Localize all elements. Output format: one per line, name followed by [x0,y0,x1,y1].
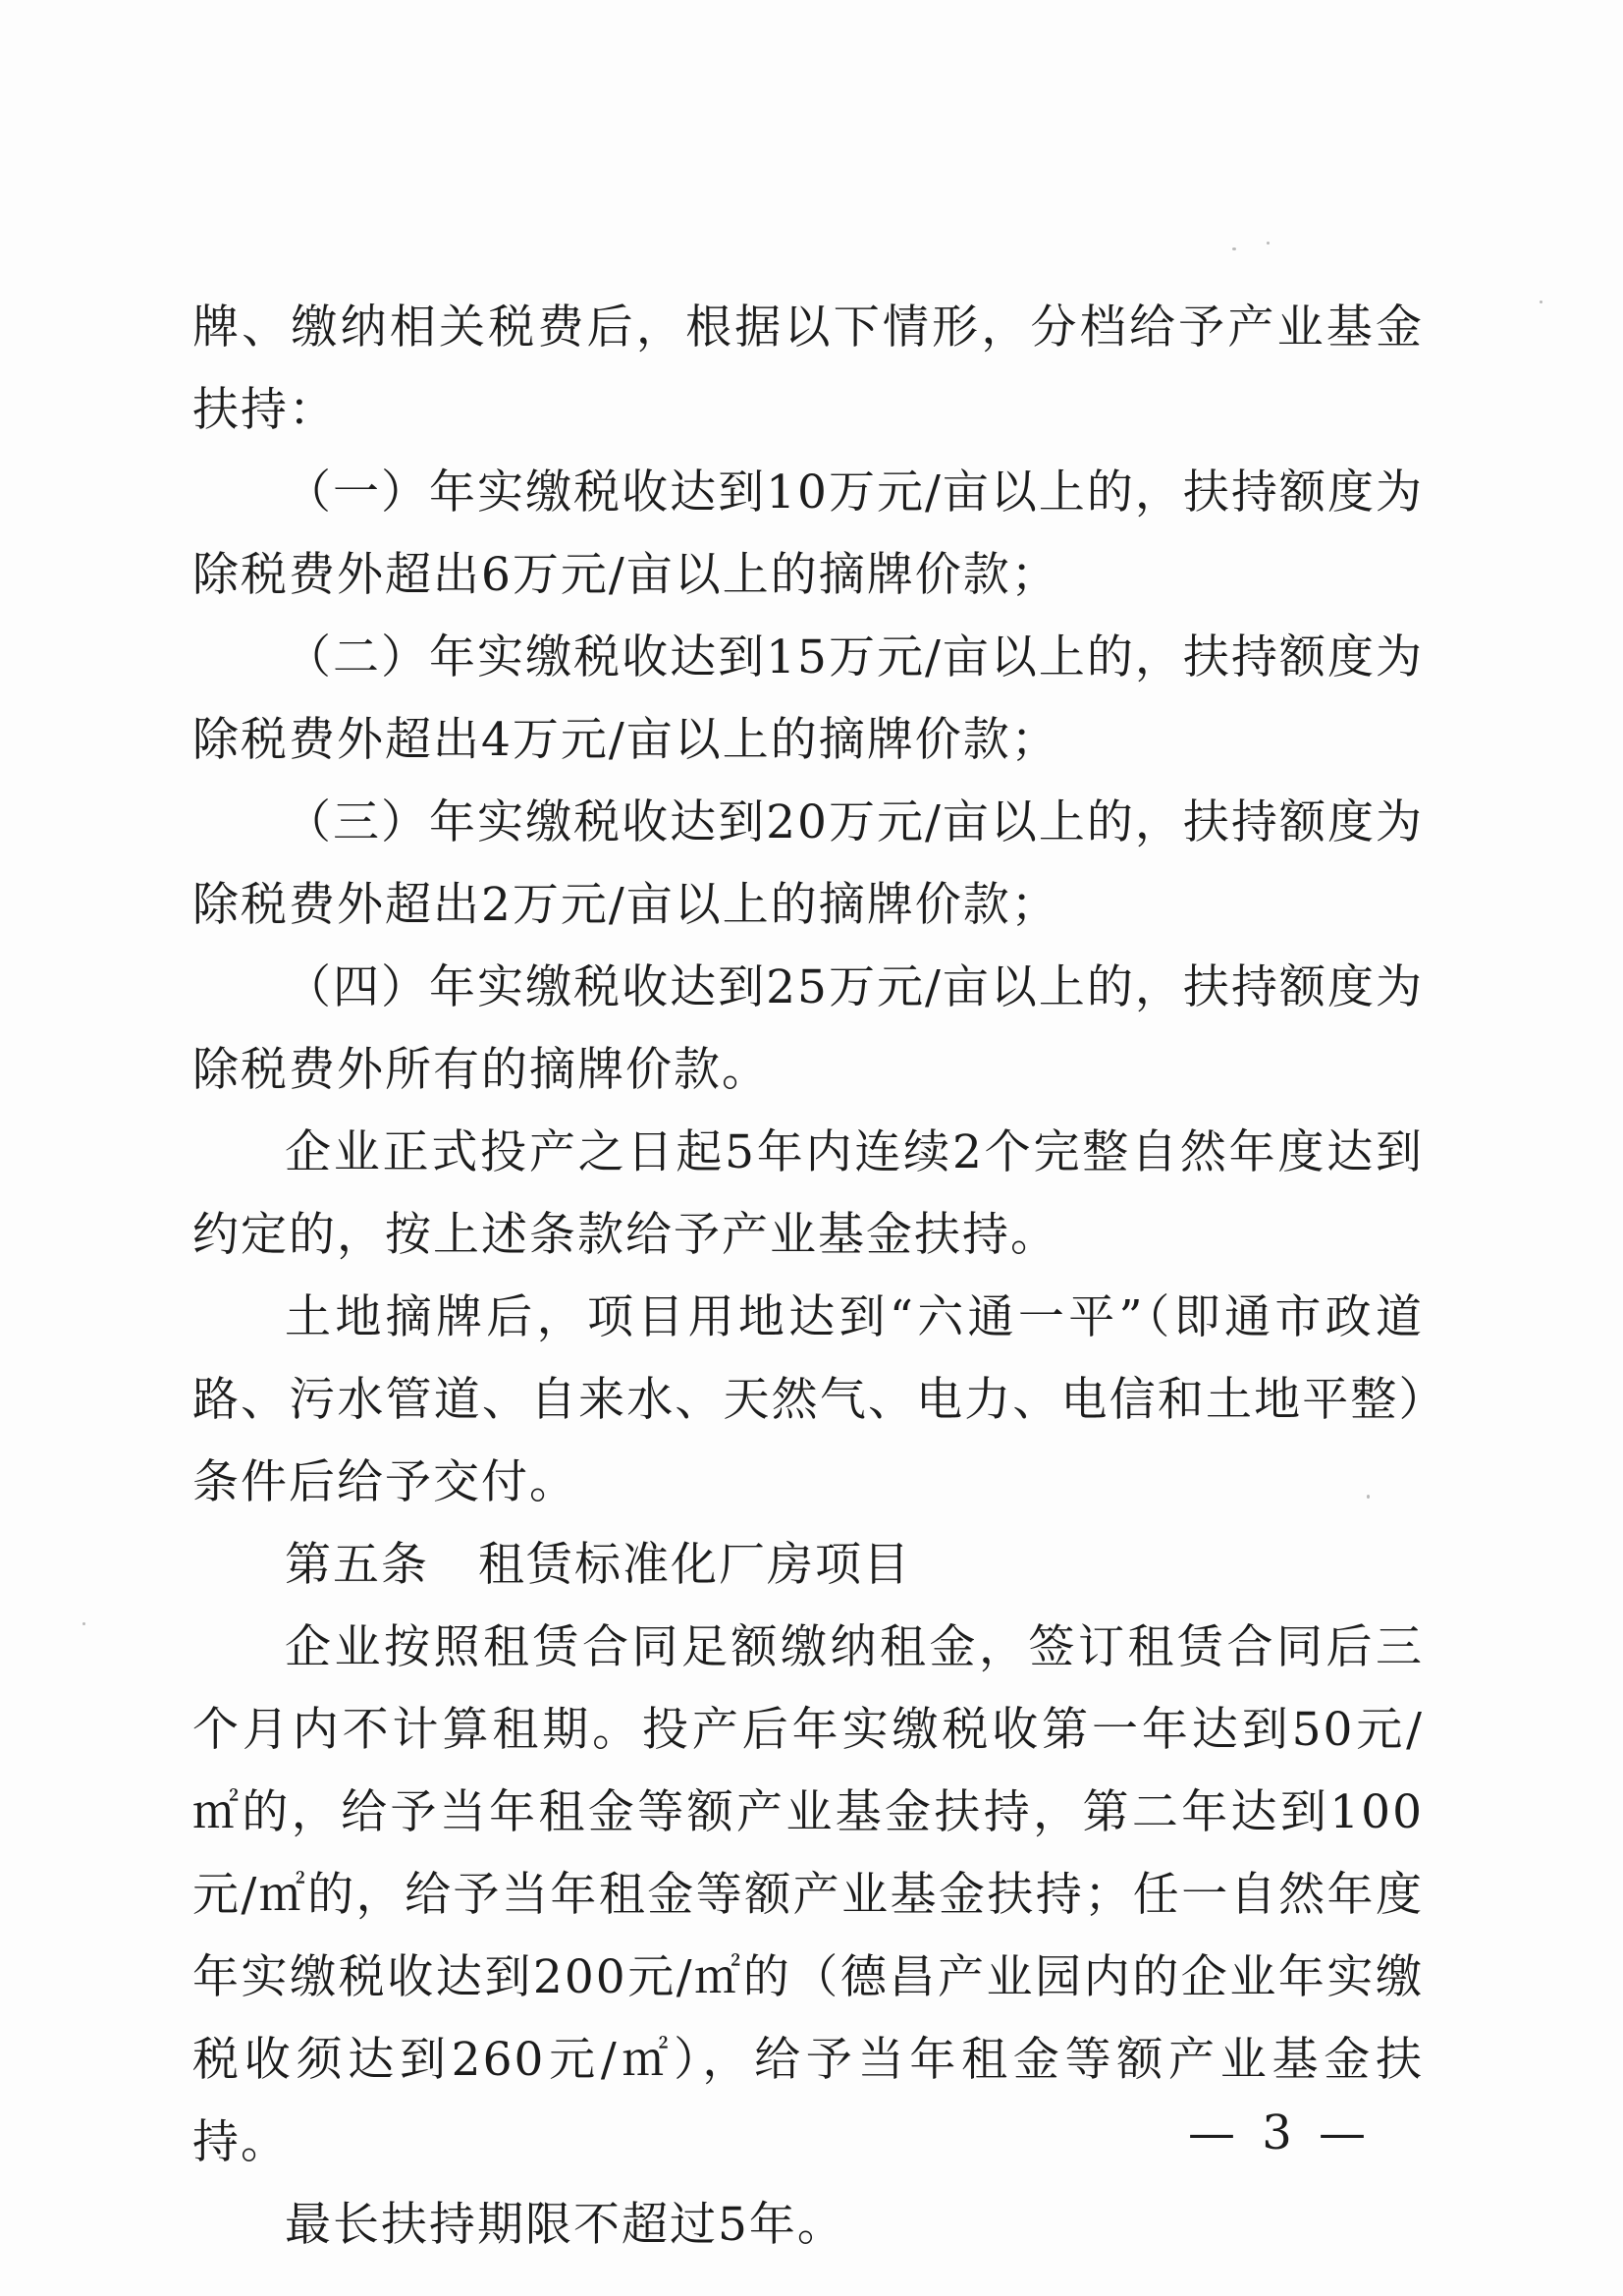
article-five-heading [192,1524,1424,1607]
paragraph-tier-three: （三）年实缴税收达到20万元/亩以上的，扶持额度为除税费外超出2万元/亩以上的摘牌价款； [192,795,1424,932]
paragraph-tier-four: （四）年实缴税收达到25万元/亩以上的，扶持额度为除税费外所有的摘牌价款。 [192,960,1424,1097]
scan-speck [1232,247,1236,250]
paragraph-production-condition: 企业正式投产之日起5年内连续2个完整自然年度达到约定的，按上述条款给予产业基金扶持。 [192,1125,1424,1262]
article-number: 第五条 [285,1538,429,1592]
scan-speck [82,1622,85,1625]
paragraph-continuation: 牌、缴纳相关税费后，根据以下情形，分档给予产业基金扶持： [192,301,1424,437]
scan-speck [1540,301,1542,303]
page-number: — 3 — [1188,2105,1373,2160]
paragraph-tier-one: （一）年实缴税收达到10万元/亩以上的，扶持额度为除税费外超出6万元/亩以上的摘牌价款； [192,465,1424,602]
document-body [192,287,1424,2267]
paragraph-lease-support: 企业按照租赁合同足额缴纳租金，签订租赁合同后三个月内不计算租期。投产后年实缴税收第一年达到50元/㎡的，给予当年租金等额产业基金扶持，第二年达到100元/㎡的，给予当年租金等额产业基金扶持；任一自然年度年实缴税收达到200元/㎡的（德昌产业园内的企业年实缴税收须达到260元/㎡），给予当年租金等额产业基金扶持。 [192,1620,1424,2169]
scan-speck [1267,242,1270,245]
paragraph-land-delivery: 土地摘牌后，项目用地达到“六通一平”（即通市政道路、污水管道、自来水、天然气、电力、电信和土地平整）条件后给予交付。 [192,1290,1424,1509]
article-title: 租赁标准化厂房项目 [478,1538,911,1592]
scan-speck [1367,1495,1370,1499]
paragraph-max-period: 最长扶持期限不超过5年。 [285,2198,845,2252]
paragraph-tier-two: （二）年实缴税收达到15万元/亩以上的，扶持额度为除税费外超出4万元/亩以上的摘牌价款； [192,630,1424,767]
